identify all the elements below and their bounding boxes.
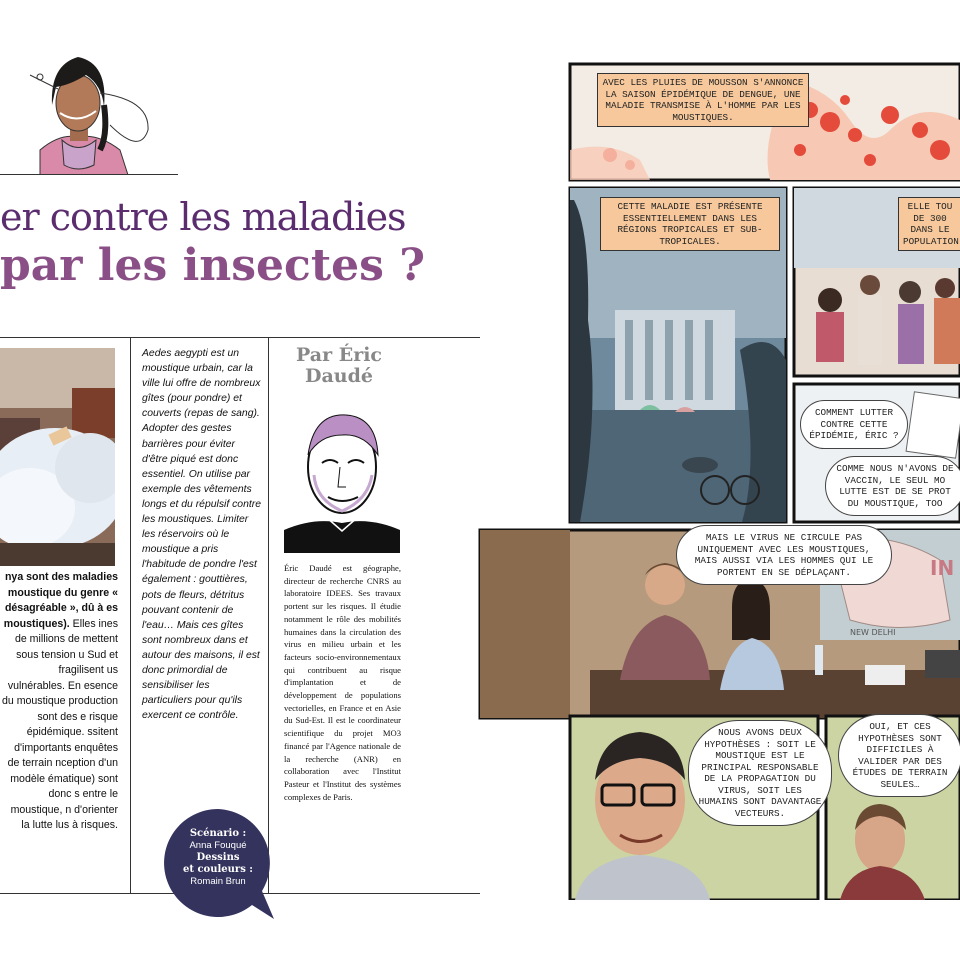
author-bio: Éric Daudé est géographe, directeur de recherche CNRS au laboratoire IDEES. Ses travaux portent sur les risques. Il étudie notamment le rôle des mobilités humaines dans la circulation des virus en milieu urbain et les facteurs socio-environnementaux qui contribuent au risque d'implantation et de développement de populations vectorielles, en France et en Asie du Sud-Est. Il est le coordinateur scientifique du projet MO3 financé par l'Agence nationale de la recherche (ANR) en collaboration avec l'Institut Pasteur et l'Institut des systèmes complexes de Paris. — [284, 563, 401, 802]
article-title-line2: par les insectes ? — [0, 240, 426, 291]
photo-caption-text: Elles ines de millions de mettent sous tension u Sud et fragilisent us vulnérables. En esence du moustique production sont des e risque épidémique. ssitent d'importants enquêtes de terrain nception d'un modèle ématique) sont donc s entre le moustique, n d'orienter la lutte lus à risques. — [1, 617, 118, 831]
panel-4-bubble-2: COMME NOUS N'AVONS DE VACCIN, LE SEUL MO LUTTE EST DE SE PROT DU MOUSTIQUE, TOO — [825, 456, 960, 516]
photo-caption-bold: nya sont des maladies moustique du genre « désagréable », dû à es moustiques). — [3, 571, 118, 630]
author-portrait-illustration — [284, 405, 400, 553]
credits-art-name: Romain Brun — [190, 876, 246, 887]
panel-3-caption: ELLE TOU DE 300 DANS LE POPULATION — [898, 197, 960, 251]
panel-5-map-label: IN — [930, 556, 955, 580]
panel-4-bubble-1: COMMENT LUTTER CONTRE CETTE ÉPIDÉMIE, ÉRIC ? — [800, 400, 908, 449]
panel-1-caption: AVEC LES PLUIES DE MOUSSON S'ANNONCE LA SAISON ÉPIDÉMIQUE DE DENGUE, UNE MALADIE TRANSMISE À L'HOMME PAR LES MOUSTIQUES. — [597, 73, 809, 127]
fumigation-photo — [0, 348, 115, 566]
panel-5-map-city: NEW DELHI — [850, 628, 896, 637]
section-rule — [0, 337, 480, 338]
panel-2-caption: CETTE MALADIE EST PRÉSENTE ESSENTIELLEMENT DANS LES RÉGIONS TROPICALES ET SUB-TROPICALES. — [600, 197, 780, 251]
byline-par: Par Éric — [296, 344, 382, 366]
credits-art-label1: Dessins — [196, 852, 240, 863]
article-column-2: Aedes aegypti est un moustique urbain, car la ville lui offre de nombreux gîtes (pour pondre) et couverts (repas de sang). Adopter des gestes barrières pour éviter d'être piqué est donc essentiel. On utilise par exemple des vêtements longs et du répulsif contre les moustiques. Limiter les réservoirs où le moustique a pris l'habitude de pondre l'est également : gouttières, pots de fleurs, détritus pouvant contenir de l'eau… Mais ces gîtes sont nombreux dans et autour des maisons, il est donc primordial de sensibiliser les particuliers pour qu'ils exercent ce contrôle. — [142, 348, 261, 722]
credits-scenario-label: Scénario : — [189, 828, 247, 839]
article-title-line1: er contre les maladies — [0, 195, 406, 239]
panel-6-bubble: NOUS AVONS DEUX HYPOTHÈSES : SOIT LE MOUSTIQUE EST LE PRINCIPAL RESPONSABLE DE LA PROPAGATION DU VIRUS, SOIT LES HUMAINS SONT DAVANTAGE VECTEURS. — [688, 720, 832, 826]
credits-art-label2: et couleurs : — [183, 864, 253, 875]
panel-7-bubble: OUI, ET CES HYPOTHÈSES SONT DIFFICILES À VALIDER PAR DES ÉTUDES DE TERRAIN SEULES… — [838, 714, 960, 797]
credits-scenario-name: Anna Fouqué — [189, 840, 247, 851]
header-rule — [0, 174, 178, 175]
column-rule-1 — [130, 338, 131, 893]
byline-name: Daudé — [305, 365, 373, 387]
credits-text — [162, 828, 274, 888]
panel-5-bubble: MAIS LE VIRUS NE CIRCULE PAS UNIQUEMENT AVEC LES MOUSTIQUES, MAIS AUSSI VIA LES HOMMES QUI LE PORTENT EN SE DÉPLAÇANT. — [676, 525, 892, 585]
byline — [284, 345, 394, 387]
photo-caption — [0, 570, 118, 834]
scientist-portrait-illustration — [0, 45, 160, 175]
